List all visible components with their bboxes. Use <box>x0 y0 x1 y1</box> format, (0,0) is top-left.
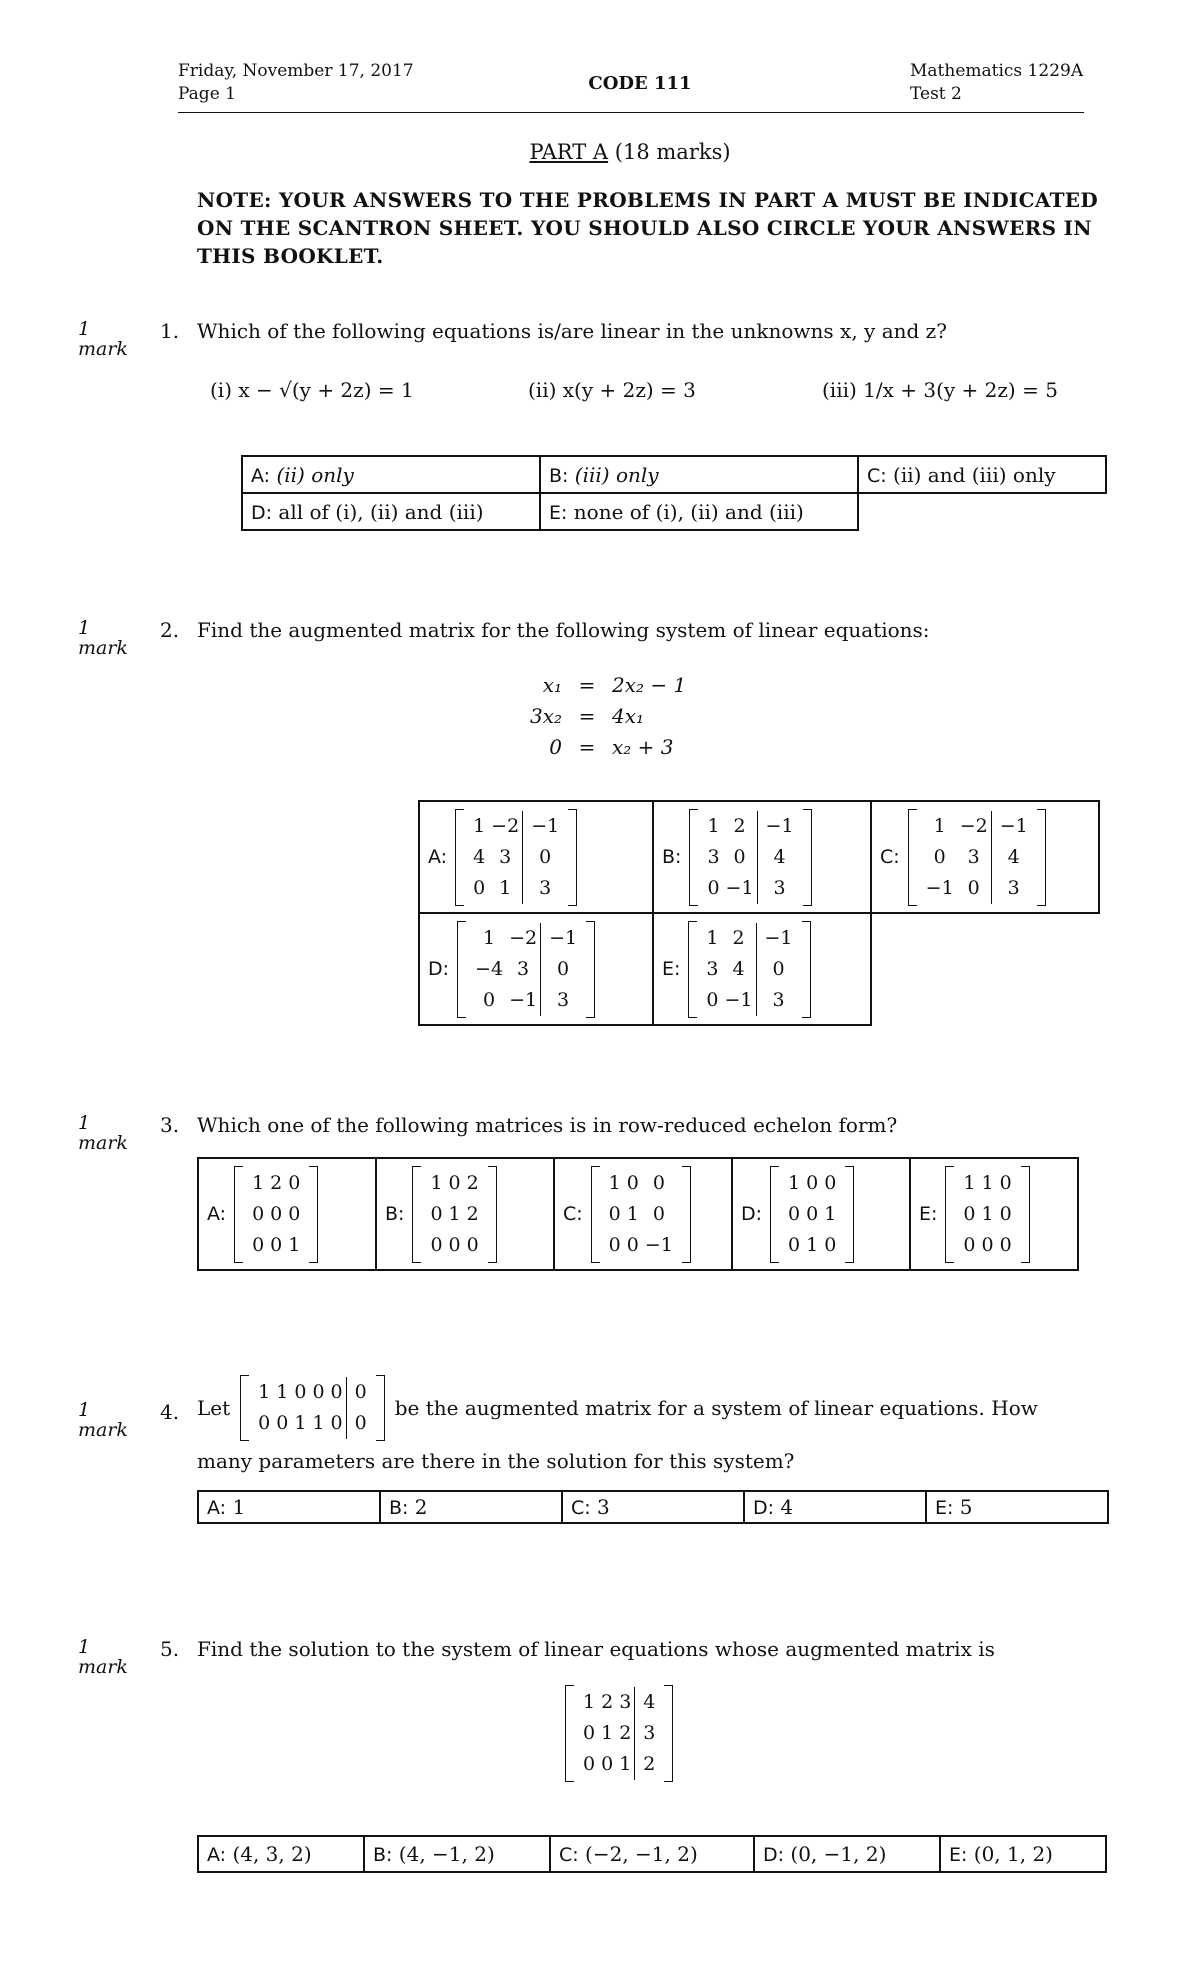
matrix-entry: 0 <box>522 842 562 873</box>
right-bracket <box>664 1685 673 1782</box>
matrix-entry: 0 <box>806 1202 819 1225</box>
left-bracket <box>565 1685 574 1782</box>
matrix-entry: 0 <box>999 1171 1012 1194</box>
matrix-entry: 0 <box>448 1233 461 1256</box>
matrix-entry: 0 <box>312 1381 325 1403</box>
right-bracket <box>845 1166 854 1263</box>
matrix-entry: 0 <box>788 1233 801 1256</box>
matrix-entry: 1 <box>258 1381 271 1403</box>
q3-marks: 1 mark <box>78 1112 128 1154</box>
matrix-entry: 0 <box>824 1233 837 1256</box>
header-left <box>178 60 414 106</box>
q1-text: Which of the following equations is/are linear in the unknowns x, y and z? <box>197 319 947 343</box>
matrix-entry: 1 <box>608 1171 621 1194</box>
matrix-entry: 0 <box>540 954 580 985</box>
right-bracket <box>1037 809 1046 906</box>
header-right <box>910 60 1083 106</box>
q1-options-table <box>241 455 1107 531</box>
left-bracket <box>908 809 917 906</box>
matrix-entry: 0 <box>824 1171 837 1194</box>
matrix-entry: 4 <box>473 845 486 868</box>
matrix-entry: 2 <box>270 1171 283 1194</box>
matrix-entry: −1 <box>724 988 753 1011</box>
right-bracket <box>1021 1166 1030 1263</box>
matrix-entry: 0 <box>707 876 720 899</box>
matrix-entry: −2 <box>509 926 538 949</box>
matrix-entry: 0 <box>806 1171 819 1194</box>
matrix-entry: 0 <box>466 1233 479 1256</box>
matrix-entry: 3 <box>706 957 719 980</box>
q3-option-matrix <box>412 1166 496 1263</box>
matrix-entry: 0 <box>583 1753 596 1775</box>
matrix-entry: 1 <box>981 1171 994 1194</box>
q2-text: Find the augmented matrix for the following system of linear equations: <box>197 618 930 642</box>
q5-matrix-wrap <box>565 1685 673 1782</box>
q1-option-a[interactable]: A: (ii) only <box>242 456 540 493</box>
matrix-entry: 0 <box>270 1202 283 1225</box>
q5-marks: 1 mark <box>78 1636 128 1678</box>
q2-number: 2. <box>160 618 180 642</box>
right-bracket <box>803 809 812 906</box>
matrix-entry: 4 <box>991 842 1031 873</box>
matrix-entry: −1 <box>991 811 1031 842</box>
matrix-entry: 0 <box>733 845 746 868</box>
right-bracket <box>802 921 811 1018</box>
matrix-entry: 0 <box>346 1377 370 1408</box>
q2-options-table <box>418 800 1100 1026</box>
q3-option-d[interactable]: D: 1 0 0 0 0 1 0 1 0 <box>732 1158 910 1270</box>
matrix-entry: 0 <box>608 1233 621 1256</box>
matrix-entry: 1 <box>312 1412 325 1434</box>
q2-option-e[interactable]: E: 1 2 −1 3 4 0 0 −1 3 <box>653 913 871 1025</box>
q2-option-d[interactable]: D: 1 −2 −1 −4 3 0 0 −1 3 <box>419 913 653 1025</box>
q3-option-a[interactable]: A: 1 2 0 0 0 0 0 0 1 <box>198 1158 376 1270</box>
matrix-entry: 1 <box>788 1171 801 1194</box>
matrix-entry: 1 <box>252 1171 265 1194</box>
matrix-entry: 0 <box>652 1202 665 1225</box>
matrix-entry: 0 <box>252 1233 265 1256</box>
matrix-entry: 1 <box>626 1202 639 1225</box>
matrix-entry: 0 <box>252 1202 265 1225</box>
left-bracket <box>234 1166 243 1263</box>
matrix-entry: 3 <box>707 845 720 868</box>
matrix-entry: 0 <box>330 1412 343 1434</box>
matrix-entry: 1 <box>601 1722 614 1744</box>
matrix-entry: 3 <box>756 985 796 1016</box>
matrix-entry: 0 <box>706 988 719 1011</box>
matrix-entry: 0 <box>999 1202 1012 1225</box>
q4-option-b[interactable]: B: 2 <box>380 1491 562 1523</box>
matrix-entry: 0 <box>756 954 796 985</box>
q3-options-table <box>197 1157 1079 1271</box>
matrix-entry: 0 <box>933 845 946 868</box>
matrix-entry: 0 <box>258 1412 271 1434</box>
matrix-entry: 0 <box>430 1233 443 1256</box>
header-rule <box>178 112 1084 113</box>
matrix-entry: 2 <box>619 1722 632 1744</box>
q2-option-matrix <box>908 809 1046 906</box>
header-page: Page 1 <box>178 84 236 104</box>
matrix-entry: 1 <box>583 1691 596 1713</box>
left-bracket <box>945 1166 954 1263</box>
matrix-entry: 3 <box>991 873 1031 904</box>
q4-options-table <box>197 1490 1109 1524</box>
matrix-entry: 0 <box>981 1233 994 1256</box>
matrix-entry: −1 <box>725 876 754 899</box>
q5-option-b[interactable]: B: (4, −1, 2) <box>364 1836 550 1872</box>
matrix-entry: 4 <box>732 957 745 980</box>
left-bracket <box>689 809 698 906</box>
left-bracket <box>770 1166 779 1263</box>
right-bracket <box>682 1166 691 1263</box>
matrix-entry: 3 <box>540 985 580 1016</box>
matrix-entry: 0 <box>967 876 980 899</box>
part-title-text: PART A <box>529 140 609 164</box>
q2-option-matrix <box>457 921 595 1018</box>
q3-option-c[interactable]: C: 1 0 0 0 1 0 0 0 −1 <box>554 1158 732 1270</box>
matrix-entry: 2 <box>466 1171 479 1194</box>
matrix-entry: 2 <box>732 926 745 949</box>
matrix-entry: 3 <box>522 873 562 904</box>
q2-option-matrix <box>455 809 577 906</box>
matrix-entry: 0 <box>330 1381 343 1403</box>
matrix-entry: 1 <box>473 814 486 837</box>
left-bracket <box>457 921 466 1018</box>
q4-marks: 1 mark <box>78 1399 128 1441</box>
q4-text-after: be the augmented matrix for a system of linear equations. How <box>394 1396 1038 1420</box>
q2-marks: 1 mark <box>78 617 128 659</box>
part-marks: (18 marks) <box>614 140 731 164</box>
matrix-entry: −2 <box>959 814 988 837</box>
q2-option-matrix <box>689 809 811 906</box>
left-bracket <box>688 921 697 1018</box>
q3-option-matrix <box>770 1166 854 1263</box>
matrix-entry: 1 <box>706 926 719 949</box>
matrix-entry: 0 <box>626 1171 639 1194</box>
matrix-entry: 3 <box>757 873 797 904</box>
q1-option-c[interactable]: C: (ii) and (iii) only <box>858 456 1106 493</box>
matrix-entry: 1 <box>294 1412 307 1434</box>
matrix-entry: 1 <box>448 1202 461 1225</box>
right-bracket <box>488 1166 497 1263</box>
matrix-entry: −1 <box>757 811 797 842</box>
left-bracket <box>240 1375 249 1441</box>
matrix-entry: 0 <box>963 1202 976 1225</box>
q5-text: Find the solution to the system of linear equations whose augmented matrix is <box>197 1637 995 1661</box>
q5-option-d[interactable]: D: (0, −1, 2) <box>754 1836 940 1872</box>
q4-option-c[interactable]: C: 3 <box>562 1491 744 1523</box>
matrix-entry: 4 <box>757 842 797 873</box>
q3-option-e[interactable]: E: 1 1 0 0 1 0 0 0 0 <box>910 1158 1078 1270</box>
matrix-entry: 0 <box>270 1233 283 1256</box>
matrix-entry: 0 <box>473 876 486 899</box>
matrix-entry: 3 <box>499 845 512 868</box>
matrix-entry: 1 <box>483 926 496 949</box>
matrix-entry: 1 <box>430 1171 443 1194</box>
matrix-entry: 0 <box>288 1202 301 1225</box>
matrix-entry: 0 <box>788 1202 801 1225</box>
header-test: Test 2 <box>910 84 962 104</box>
q2-option-b[interactable]: B: 1 2 −1 3 0 4 0 −1 3 <box>653 801 871 913</box>
matrix-entry: 2 <box>601 1691 614 1713</box>
q5-options-table <box>197 1835 1107 1873</box>
header-course: Mathematics 1229A <box>910 61 1084 81</box>
matrix-entry: 0 <box>483 988 496 1011</box>
q2-option-a[interactable]: A: 1 −2 −1 4 3 0 0 1 3 <box>419 801 653 913</box>
matrix-entry: 1 <box>806 1233 819 1256</box>
left-bracket <box>591 1166 600 1263</box>
matrix-entry: 1 <box>981 1202 994 1225</box>
matrix-entry: 3 <box>517 957 530 980</box>
matrix-entry: 2 <box>466 1202 479 1225</box>
matrix-entry: 4 <box>634 1687 658 1718</box>
matrix-entry: 3 <box>619 1691 632 1713</box>
matrix-entry: −1 <box>925 876 954 899</box>
q1-number: 1. <box>160 319 180 343</box>
matrix-entry: 0 <box>288 1171 301 1194</box>
q1-marks: 1 mark <box>78 318 128 360</box>
q3-number: 3. <box>160 1113 180 1137</box>
matrix-entry: 1 <box>619 1753 632 1775</box>
matrix-entry: 0 <box>448 1171 461 1194</box>
matrix-entry: 0 <box>999 1233 1012 1256</box>
matrix-entry: 1 <box>707 814 720 837</box>
matrix-entry: 2 <box>634 1749 658 1780</box>
matrix-entry: 3 <box>634 1718 658 1749</box>
matrix-entry: 0 <box>294 1381 307 1403</box>
matrix-entry: −1 <box>509 988 538 1011</box>
matrix-entry: 1 <box>276 1381 289 1403</box>
matrix-entry: −1 <box>522 811 562 842</box>
q1-eq-iii: (iii) 1/x + 3(y + 2z) = 5 <box>822 378 1058 402</box>
q5-option-c[interactable]: C: (−2, −1, 2) <box>550 1836 754 1872</box>
right-bracket <box>586 921 595 1018</box>
matrix-entry: 0 <box>608 1202 621 1225</box>
q5-number: 5. <box>160 1637 180 1661</box>
q4-option-d[interactable]: D: 4 <box>744 1491 926 1523</box>
header-date: Friday, November 17, 2017 <box>178 61 414 81</box>
matrix-entry: −2 <box>491 814 520 837</box>
q4-let: Let <box>197 1396 231 1420</box>
header-code: CODE 111 <box>588 73 692 94</box>
q4-option-a[interactable]: A: 1 <box>198 1491 380 1523</box>
q4-option-e[interactable]: E: 5 <box>926 1491 1108 1523</box>
q4-text-line1 <box>197 1375 1097 1441</box>
right-bracket <box>376 1375 385 1441</box>
matrix-entry: 3 <box>967 845 980 868</box>
q3-option-matrix <box>945 1166 1029 1263</box>
matrix-entry: 0 <box>430 1202 443 1225</box>
q4-text-line2: many parameters are there in the solution for this system? <box>197 1449 795 1473</box>
matrix-entry: 1 <box>288 1233 301 1256</box>
matrix-entry: 0 <box>601 1753 614 1775</box>
q2-option-c[interactable]: C: 1 −2 −1 0 3 4 −1 0 3 <box>871 801 1099 913</box>
matrix-entry: 0 <box>276 1412 289 1434</box>
instructions-note: NOTE: YOUR ANSWERS TO THE PROBLEMS IN PART A MUST BE INDICATED ON THE SCANTRON SHEET. YOU SHOULD ALSO CIRCLE YOUR ANSWERS IN THIS BOOKLET. <box>197 188 1098 268</box>
q3-option-matrix <box>234 1166 318 1263</box>
right-bracket <box>309 1166 318 1263</box>
q3-option-b[interactable]: B: 1 0 2 0 1 2 0 0 0 <box>376 1158 554 1270</box>
matrix-entry: 0 <box>583 1722 596 1744</box>
matrix-entry: −4 <box>475 957 504 980</box>
q4-number: 4. <box>160 1400 180 1424</box>
q3-option-matrix <box>591 1166 691 1263</box>
q3-text: Which one of the following matrices is in row-reduced echelon form? <box>197 1113 898 1137</box>
q1-eq-ii: (ii) x(y + 2z) = 3 <box>528 378 696 402</box>
q2-system: x₁ = 2x₂ − 1 3x₂ = 4x₁ 0 = x₂ + 3 <box>530 673 687 759</box>
matrix-entry: −1 <box>756 923 796 954</box>
right-bracket <box>568 809 577 906</box>
matrix-entry: 1 <box>499 876 512 899</box>
matrix-entry: 0 <box>963 1233 976 1256</box>
matrix-entry: −1 <box>644 1233 673 1256</box>
q4-augmented-matrix <box>240 1375 385 1441</box>
matrix-entry: −1 <box>540 923 580 954</box>
q2-option-matrix <box>688 921 810 1018</box>
matrix-entry: 2 <box>733 814 746 837</box>
left-bracket <box>412 1166 421 1263</box>
left-bracket <box>455 809 464 906</box>
q5-option-e[interactable]: E: (0, 1, 2) <box>940 1836 1106 1872</box>
matrix-entry: 0 <box>652 1171 665 1194</box>
q5-augmented-matrix <box>565 1685 673 1782</box>
part-title <box>0 140 1200 164</box>
matrix-entry: 0 <box>626 1233 639 1256</box>
matrix-entry: 1 <box>824 1202 837 1225</box>
q1-eq-i: (i) x − √(y + 2z) = 1 <box>210 378 414 402</box>
matrix-entry: 0 <box>346 1408 370 1439</box>
q1-option-b[interactable]: B: (iii) only <box>540 456 858 493</box>
matrix-entry: 1 <box>933 814 946 837</box>
q1-option-e[interactable]: E: none of (i), (ii) and (iii) <box>540 493 858 530</box>
matrix-entry: 1 <box>963 1171 976 1194</box>
q1-option-d[interactable]: D: all of (i), (ii) and (iii) <box>242 493 540 530</box>
q5-option-a[interactable]: A: (4, 3, 2) <box>198 1836 364 1872</box>
